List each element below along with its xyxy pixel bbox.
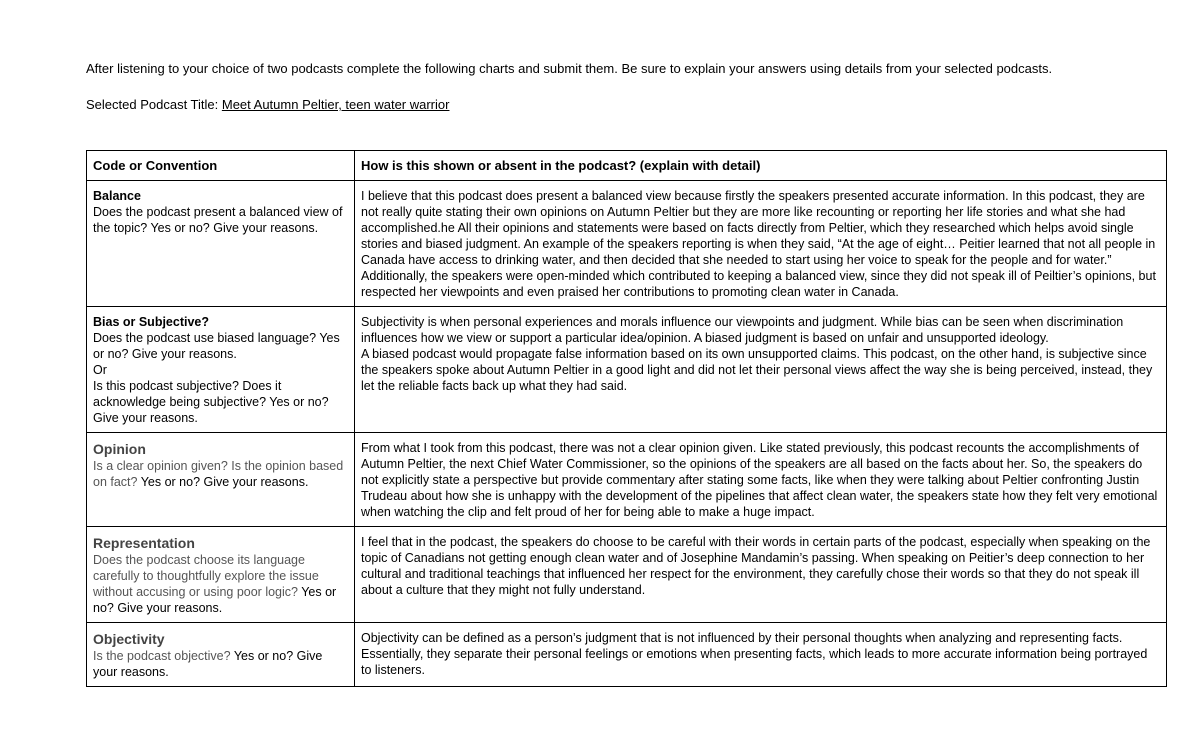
response-cell-representation xyxy=(355,527,1167,623)
response-cell-opinion xyxy=(355,433,1167,527)
header-how-shown: How is this shown or absent in the podcast? (explain with detail) xyxy=(355,151,1167,181)
code-cell-balance xyxy=(87,181,355,307)
code-title-balance: Balance xyxy=(93,189,141,203)
table-header-row xyxy=(87,151,1167,181)
code-question-objectivity xyxy=(93,648,348,680)
response-text-representation: I feel that in the podcast, the speakers do choose to be careful with their words in certain parts of the podcast, especially when speaking on the topic of Canadians not getting enough clean water and of Josephine Mandamin’s passing. When speaking on Peitier’s deep connection to her cultural and traditional teachings that influenced her respect for the environment, they carefully chose their words so that they do not speak ill about a culture that they might not fully understand. xyxy=(361,535,1151,597)
table-row-bias xyxy=(87,307,1167,433)
selected-podcast-label: Selected Podcast Title: xyxy=(86,97,222,112)
code-question-bias-1: Does the podcast use biased language? Yes or no? Give your reasons. xyxy=(93,331,340,361)
code-question-bias-2: Is this podcast subjective? Does it acknowledge being subjective? Yes or no? Give your reasons. xyxy=(93,379,329,425)
response-cell-objectivity xyxy=(355,623,1167,687)
code-question-opinion xyxy=(93,458,348,490)
response-text-objectivity: Objectivity can be defined as a person’s judgment that is not influenced by their personal thoughts when analyzing and representing facts. Essentially, they separate their personal feelings or emotions when presenting facts, which leads to more accurate information being portrayed to listeners. xyxy=(361,631,1148,677)
code-question-bias-or: Or xyxy=(93,363,107,377)
response-text-bias-2: A biased podcast would propagate false information based on its own unsupported claims. This podcast, on the other hand, is subjective since the speakers spoke about Autumn Peltier in a good light and did not let their personal views affect the way she is being perceived, instead, they let the reliable facts back up what they had said. xyxy=(361,347,1153,393)
table-row-balance xyxy=(87,181,1167,307)
code-question-objectivity-rest: Yes or no? Give your reasons. xyxy=(93,649,323,679)
code-question-opinion-grey: Is a clear opinion given? Is the opinion based on fact? xyxy=(93,459,344,489)
selected-podcast-title: Meet Autumn Peltier, teen water warrior xyxy=(221,97,450,112)
code-title-representation: Representation xyxy=(93,535,195,551)
response-text-opinion: From what I took from this podcast, there was not a clear opinion given. Like stated previously, this podcast recounts the accomplishments of Autumn Peltier, the next Chief Water Commissioner, so the opinions of the speakers are all based on the facts about her. So, the speakers do not explicitly state a perspective but provide commentary after stating some facts, like when they were talking about Peltier confronting Justin Trudeau about how she is unhappy with the development of the pipelines that affect clean water, the speakers state how they felt very emotional when watching the clip and felt proud of her for being able to make a huge impact. xyxy=(361,441,1158,519)
code-title-bias: Bias or Subjective? xyxy=(93,315,210,329)
code-cell-bias xyxy=(87,307,355,433)
table-row-representation xyxy=(87,527,1167,623)
podcast-analysis-table xyxy=(86,150,1167,687)
selected-podcast-line xyxy=(86,97,449,113)
code-title-objectivity: Objectivity xyxy=(93,631,165,647)
code-question-opinion-rest: Yes or no? Give your reasons. xyxy=(137,475,309,489)
response-cell-balance xyxy=(355,181,1167,307)
header-code-or-convention: Code or Convention xyxy=(87,151,355,181)
code-cell-opinion xyxy=(87,433,355,527)
response-cell-bias xyxy=(355,307,1167,433)
code-cell-representation xyxy=(87,527,355,623)
table-row-opinion xyxy=(87,433,1167,527)
code-question-representation xyxy=(93,552,348,616)
instructions-text: After listening to your choice of two podcasts complete the following charts and submit them. Be sure to explain your answers using details from your selected podcasts. xyxy=(86,61,1053,76)
code-cell-objectivity xyxy=(87,623,355,687)
response-text-bias-1: Subjectivity is when personal experiences and morals influence our viewpoints and judgment. While bias can be seen when discrimination influences how we view or support a particular idea/opinion. A biased judgment is based on unfair and unsupported ideology. xyxy=(361,315,1124,345)
code-question-balance: Does the podcast present a balanced view of the topic? Yes or no? Give your reasons. xyxy=(93,205,343,235)
response-text-balance: I believe that this podcast does present a balanced view because firstly the speakers presented accurate information. In this podcast, they are not really quite stating their own opinions on Autumn Peltier but they are more like recounting or reporting her life stories and what she had accomplished.he All their opinions and statements were based on facts directly from Peltier, which they researched which helps avoid single stories and biased judgment. An example of the speakers reporting is when they said, “At the age of eight… Peitier learned that not all people in Canada have access to drinking water, and then decided that she needed to start using her voice to speak for the people and for water.” Additionally, the speakers were open-minded which contributed to keeping a balanced view, since they did not speak ill of Peiltier’s opinions, but respected her viewpoints and even praised her contributions to promoting clean water in Canada. xyxy=(361,189,1156,299)
code-question-objectivity-grey: Is the podcast objective? xyxy=(93,649,231,663)
code-title-opinion: Opinion xyxy=(93,441,146,457)
table-row-objectivity xyxy=(87,623,1167,687)
code-question-representation-grey: Does the podcast choose its language carefully to thoughtfully explore the issue without accusing or using poor logic? xyxy=(93,553,319,599)
code-question-representation-rest: Yes or no? Give your reasons. xyxy=(93,585,337,615)
